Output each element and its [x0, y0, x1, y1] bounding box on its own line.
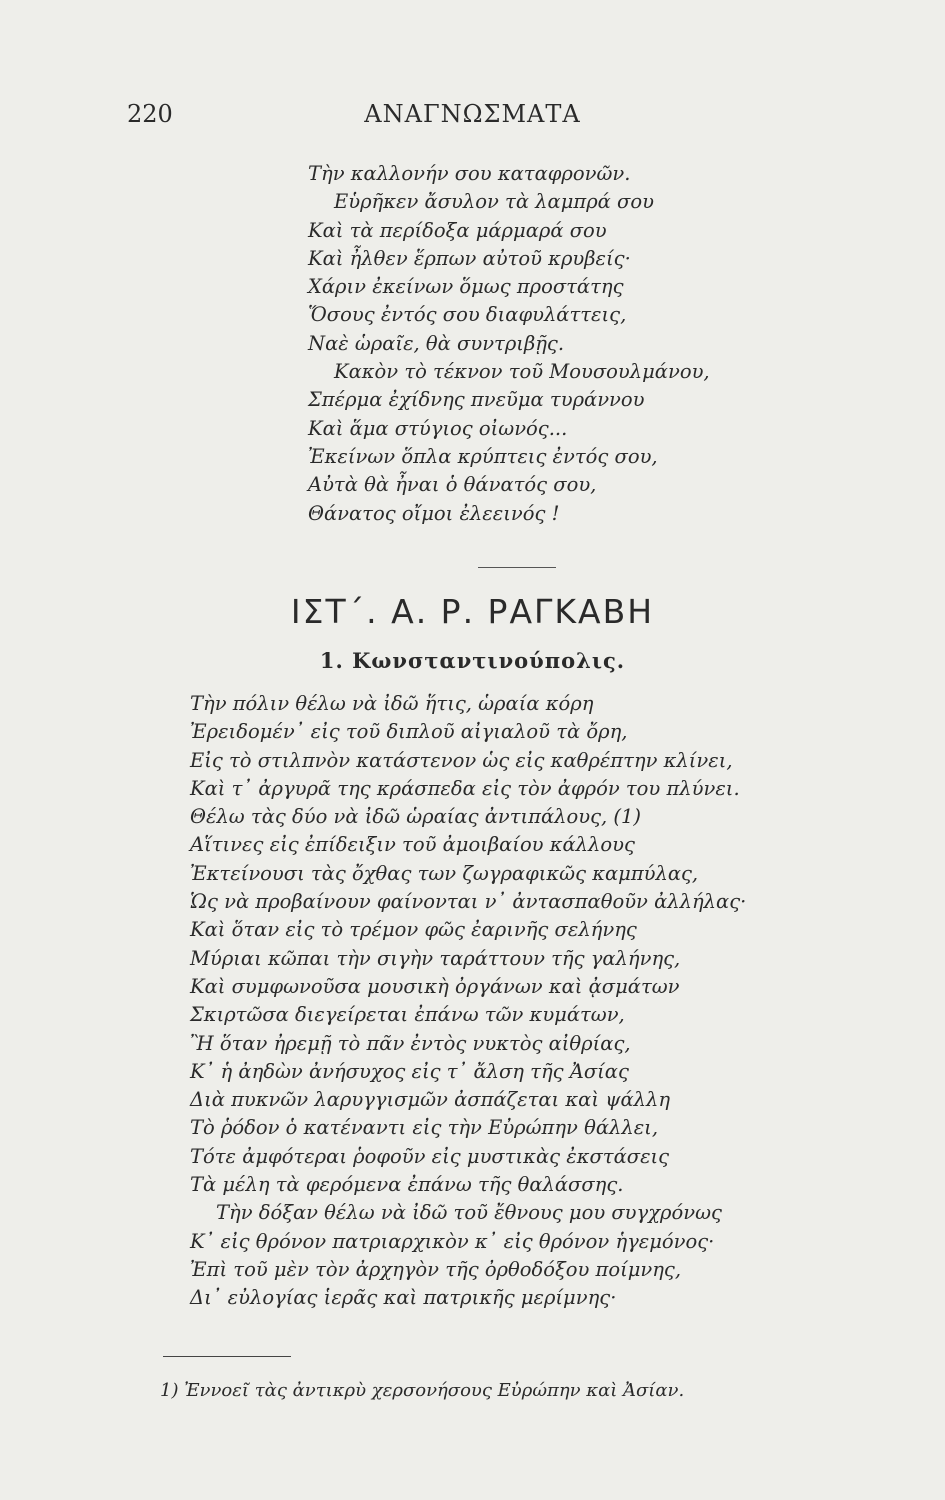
poem-line: Καὶ ἦλθεν ἕρπων αὐτοῦ κρυβείς· [308, 246, 631, 270]
poem-line: Καὶ ὅταν εἰς τὸ τρέμον φῶς ἐαρινῆς σελήνης [190, 918, 637, 942]
poem-line: Δι᾿ εὐλογίας ἱερᾶς καὶ πατρικῆς μερίμνης· [190, 1286, 617, 1310]
poem-line: Ἢ ὅταν ἠρεμῇ τὸ πᾶν ἐντὸς νυκτὸς αἰθρίας, [190, 1031, 631, 1055]
poem-line: Ἐκείνων ὅπλα κρύπτεις ἐντός σου, [308, 444, 658, 468]
poem-line: Καὶ τ᾿ ἀργυρᾶ της κράσπεδα εἰς τὸν ἀφρόν του πλύνει. [190, 776, 740, 800]
poem-line: Ἐρειδομέν᾿ εἰς τοῦ διπλοῦ αἰγιαλοῦ τὰ ὄρη, [190, 720, 628, 744]
poem-line: Ἐκτείνουσι τὰς ὄχθας των ζωγραφικῶς καμπύλας, [190, 861, 699, 885]
poem-line: Αἵτινες εἰς ἐπίδειξιν τοῦ ἀμοιβαίου κάλλους [190, 833, 635, 857]
poem-line: Μύριαι κῶπαι τὴν σιγὴν ταράττουν τῆς γαλήνης, [190, 946, 681, 970]
poem-konstantinoupolis [190, 690, 746, 1313]
poem-line: Ὅσους ἐντός σου διαφυλάττεις, [308, 303, 627, 327]
poem-line: Τότε ἀμφότεραι ῥοφοῦν εἰς μυστικὰς ἐκστάσεις [190, 1144, 670, 1168]
running-title: ΑΝΑΓΝΩΣΜΑΤΑ [364, 100, 581, 128]
poem-line: Σπέρμα ἐχίδνης πνεῦμα τυράννου [308, 388, 645, 412]
poem-line: Τὴν δόξαν θέλω νὰ ἰδῶ τοῦ ἔθνους μου συγχρόνως [216, 1201, 722, 1225]
poem-line: Θάνατος οἴμοι ἐλεεινός ! [308, 501, 560, 525]
page-header [0, 100, 945, 132]
section-heading: ΙΣΤ΄. Α. Ρ. ΡΑΓΚΑΒΗ [290, 592, 655, 631]
poem-line: Εὑρῆκεν ἄσυλον τὰ λαμπρά σου [334, 190, 654, 214]
poem-line: Τὴν πόλιν θέλω νὰ ἰδῶ ἥτις, ὡραία κόρη [190, 692, 594, 715]
poem-line: Σκιρτῶσα διεγείρεται ἐπάνω τῶν κυμάτων, [190, 1003, 625, 1027]
poem-line: Καὶ συμφωνοῦσα μουσικὴ ὀργάνων καὶ ᾀσμάτων [190, 974, 680, 998]
poem-line: Αὐτὰ θὰ ἦναι ὁ θάνατός σου, [308, 473, 597, 497]
poem-line: Τὰ μέλη τὰ φερόμενα ἐπάνω τῆς θαλάσσης. [190, 1173, 624, 1197]
poem-line: Εἰς τὸ στιλπνὸν κατάστενον ὡς εἰς καθρέπτην κλίνει, [190, 748, 733, 772]
footnote-divider [163, 1356, 291, 1357]
poem-line: Κακὸν τὸ τέκνον τοῦ Μουσουλμάνου, [334, 360, 710, 384]
poem-line: Καὶ ἅμα στύγιος οἰωνός... [308, 416, 568, 440]
poem-line: Χάριν ἐκείνων ὅμως προστάτης [308, 275, 624, 299]
poem-line: Ὡς νὰ προβαίνουν φαίνονται ν᾿ ἀντασπαθοῦν ἀλλήλας· [190, 890, 747, 914]
poem-line: Τὴν καλλονήν σου καταφρονῶν. [308, 162, 631, 185]
section-divider [478, 567, 556, 568]
poem-line: Κ᾿ εἰς θρόνον πατριαρχικὸν κ᾿ εἰς θρόνον ἡγεμόνος· [190, 1229, 715, 1253]
poem-line: Κ᾿ ἡ ἀηδὼν ἀνήσυχος εἰς τ᾿ ἄλση τῆς Ἀσίας [190, 1059, 629, 1083]
poem-fragment [308, 160, 710, 528]
poem-line: Θέλω τὰς δύο νὰ ἰδῶ ὡραίας ἀντιπάλους, (1) [190, 805, 642, 829]
poem-line: Ναὲ ὡραῖε, θὰ συντριβῇς. [308, 331, 565, 355]
poem-line: Ἐπὶ τοῦ μὲν τὸν ἀρχηγὸν τῆς ὀρθοδόξου ποίμνης, [190, 1257, 682, 1281]
poem-title: 1. Κωνσταντινούπολις. [319, 648, 626, 673]
page-number: 220 [127, 100, 173, 128]
poem-line: Τὸ ῥόδον ὁ κατέναντι εἰς τὴν Εὐρώπην θάλλει, [190, 1116, 659, 1140]
poem-line: Καὶ τὰ περίδοξα μάρμαρά σου [308, 218, 607, 242]
poem-line: Διὰ πυκνῶν λαρυγγισμῶν ἀσπάζεται καὶ ψάλλη [190, 1088, 671, 1112]
footnote: 1) Ἐννοεῖ τὰς ἀντικρὺ χερσονήσους Εὐρώπην καὶ Ἀσίαν. [160, 1380, 685, 1401]
